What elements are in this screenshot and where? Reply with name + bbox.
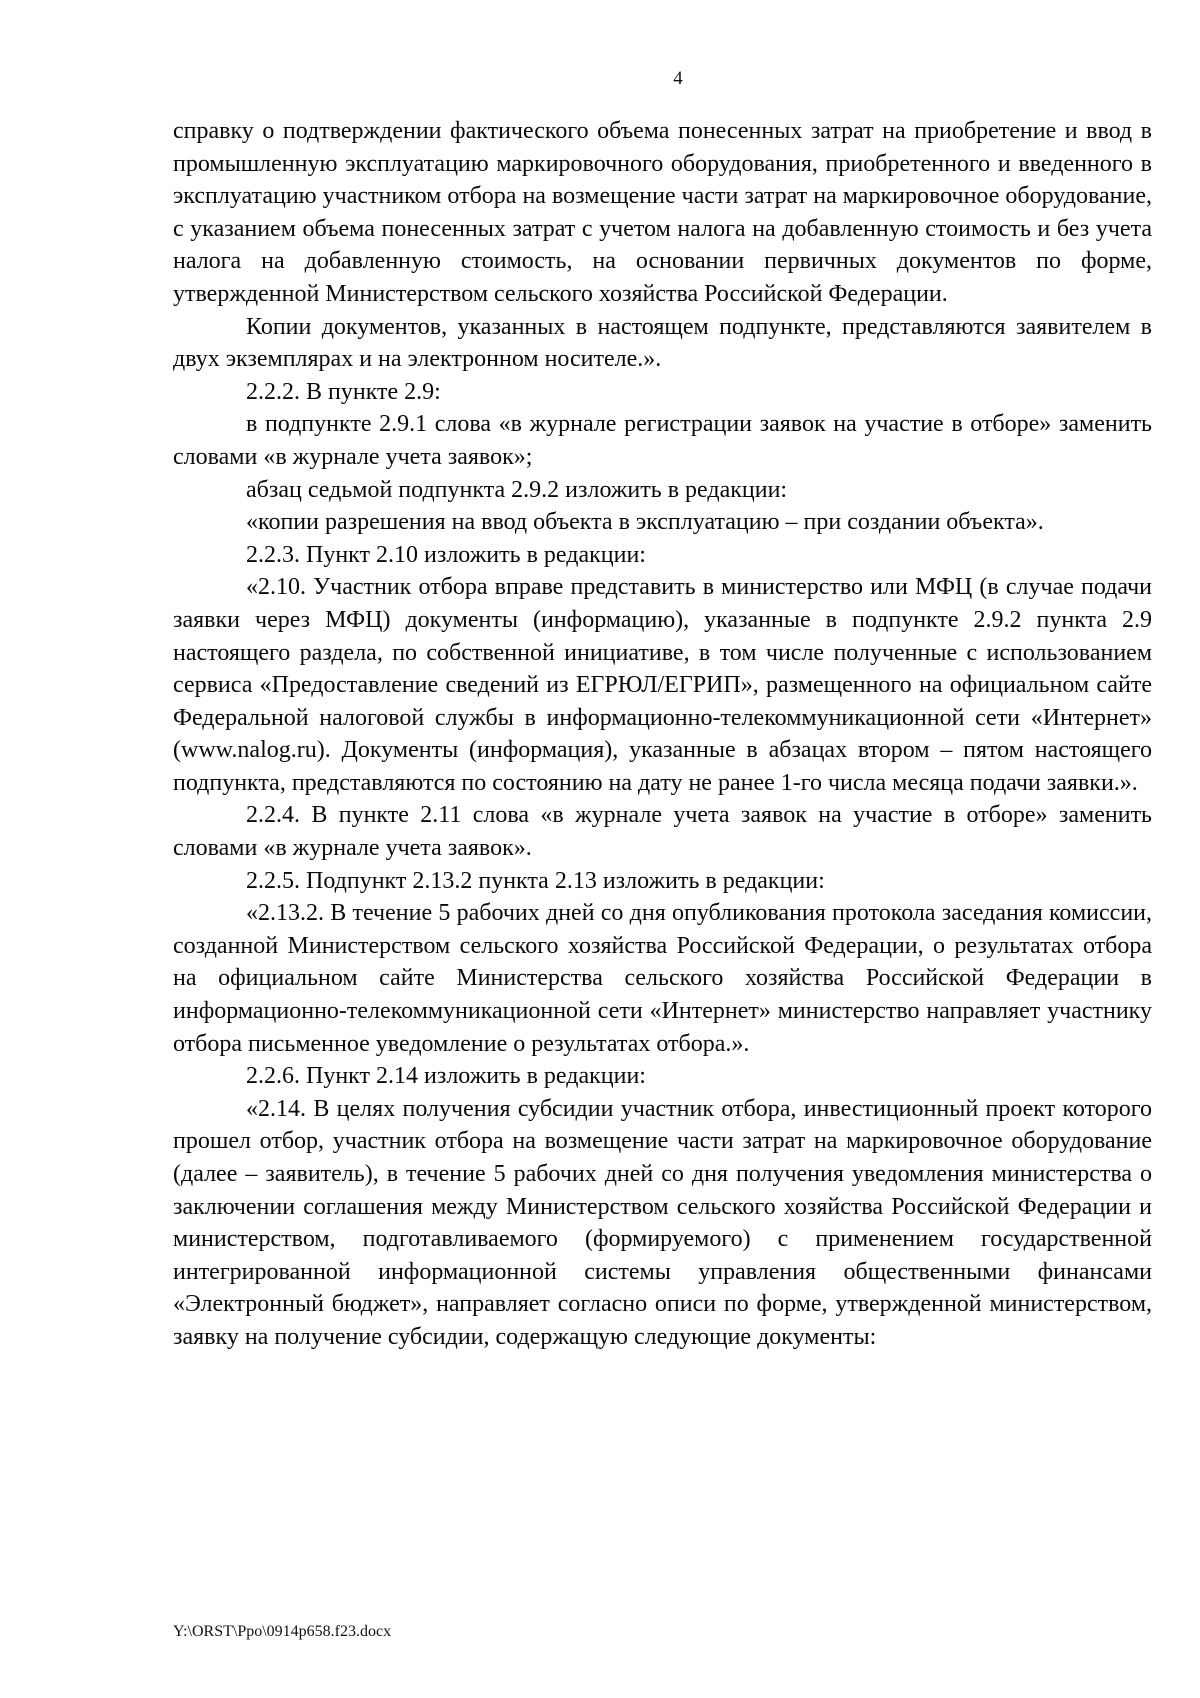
paragraph-quote-2-14: «2.14. В целях получения субсидии участник отбора, инвестиционный проект которого прошел отбор, участник отбора на возмещение части затрат на маркировочное оборудование (далее – заявитель), в течение 5 рабочих дней со дня получения уведомления министерства о заключении соглашения между Министерством сельского хозяйства Российской Федерации и министерством, подготавливаемого (формируемого) с применением государственной интегрированной информационной системы управления общественными финансами «Электронный бюджет», направляет согласно описи по форме, утвержденной министерством, заявку на получение субсидии, содержащую следующие документы:	[173, 1095, 1152, 1350]
paragraph-item-2-2-5: 2.2.5. Подпункт 2.13.2 пункта 2.13 изложить в редакции:	[246, 867, 825, 894]
paragraph-quote-2-13-2: «2.13.2. В течение 5 рабочих дней со дня опубликования протокола заседания комиссии, созданной Министерством сельского хозяйства Российской Федерации, о результатах отбора на официальном сайте Министерства сельского хозяйства Российской Федерации в информационно-телекоммуникационной сети «Интернет» министерство направляет участнику отбора письменное уведомление о результатах отбора.».	[173, 900, 1152, 1057]
paragraph-item-2-2-3: 2.2.3. Пункт 2.10 изложить в редакции:	[246, 541, 646, 568]
paragraph-item-2-2-4: 2.2.4. В пункте 2.11 слова «в журнале учета заявок на участие в отборе» заменить словами «в журнале учета заявок».	[173, 802, 1152, 862]
paragraph-quote-permit: «копии разрешения на ввод объекта в эксплуатацию – при создании объекта».	[246, 509, 1044, 536]
paragraph-item-2-2-6: 2.2.6. Пункт 2.14 изложить в редакции:	[246, 1063, 646, 1090]
paragraph-subitem-2-9-2: абзац седьмой подпункта 2.9.2 изложить в редакции:	[246, 476, 788, 503]
paragraph-copies-note: Копии документов, указанных в настоящем подпункте, представляются заявителем в двух экземплярах и на электронном носителе.».	[173, 313, 1152, 373]
document-body	[173, 115, 1152, 1354]
paragraph-continuation: справку о подтверждении фактического объема понесенных затрат на приобретение и ввод в промышленную эксплуатацию маркировочного оборудования, приобретенного и введенного в эксплуатацию участником отбора на возмещение части затрат на маркировочное оборудование, с указанием объема понесенных затрат с учетом налога на добавленную стоимость и без учета налога на добавленную стоимость, на основании первичных документов по форме, утвержденной Министерством сельского хозяйства Российской Федерации.	[173, 118, 1152, 307]
footer-file-path: Y:\ORST\Ppo\0914p658.f23.docx	[173, 1623, 392, 1640]
page-number: 4	[673, 68, 683, 89]
paragraph-subitem-2-9-1: в подпункте 2.9.1 слова «в журнале регистрации заявок на участие в отборе» заменить словами «в журнале учета заявок»;	[173, 411, 1152, 470]
paragraph-quote-2-10: «2.10. Участник отбора вправе представить в министерство или МФЦ (в случае подачи заявки через МФЦ) документы (информацию), указанные в подпункте 2.9.2 пункта 2.9 настоящего раздела, по собственной инициативе, в том числе полученные с использованием сервиса «Предоставление сведений из ЕГРЮЛ/ЕГРИП», размещенного на официальном сайте Федеральной налоговой службы в информационно-телекоммуникационной сети «Интернет» (www.nalog.ru). Документы (информация), указанные в абзацах втором – пятом настоящего подпункта, представляются по состоянию на дату не ранее 1-го числа месяца подачи заявки.».	[173, 574, 1152, 796]
paragraph-item-2-2-2: 2.2.2. В пункте 2.9:	[246, 378, 441, 405]
